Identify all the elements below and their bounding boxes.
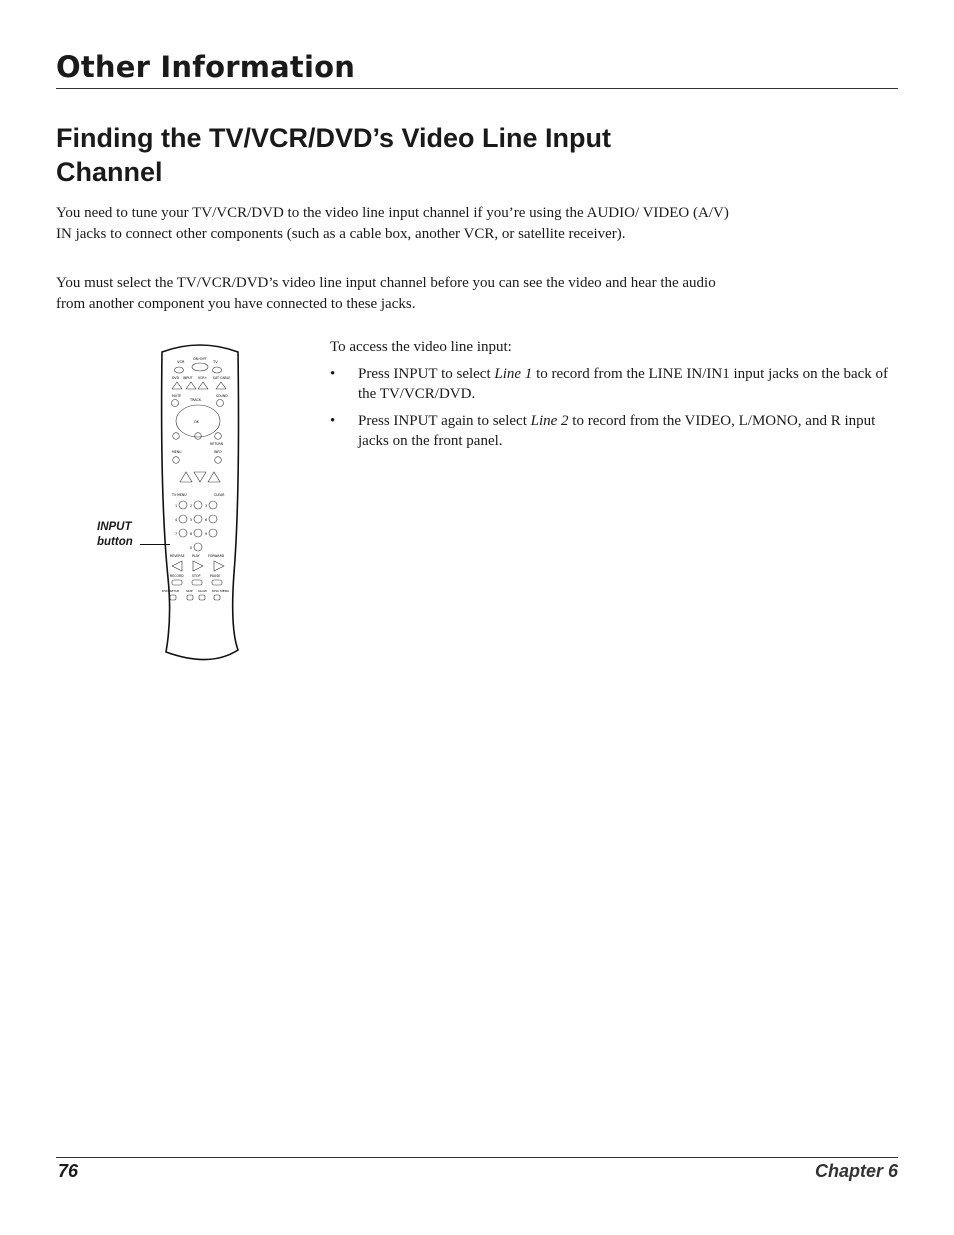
callout-leader-line [140, 544, 170, 545]
item-pre: Press INPUT again to select [358, 412, 531, 429]
remote-label-play: PLAY [192, 554, 200, 558]
page-number: 76 [58, 1161, 79, 1181]
remote-label-return: RETURN [210, 442, 224, 446]
remote-label-dvdsetup: DVD SETUP [162, 589, 180, 593]
remote-label-sound: SOUND [216, 394, 228, 398]
section-title: Other Information [56, 50, 356, 84]
remote-label-discmenu: DISC MENU [212, 589, 230, 593]
item-post: to record from the LINE IN/IN1 input jacks on the back of the TV/VCR/DVD. [358, 365, 889, 402]
page-heading: Finding the TV/VCR/DVD’s Video Line Input Channel [56, 123, 612, 187]
digit-6-label: 6 [205, 518, 208, 522]
second-paragraph: You must select the TV/VCR/DVD’s video line input channel before you can see the video and hear the audio from another component you have connected to these jacks. [56, 275, 716, 312]
remote-label-tv: TV [213, 360, 218, 364]
remote-label-input: INPUT [183, 376, 193, 380]
digit-2-label: 2 [190, 504, 193, 508]
remote-label-record: RECORD [170, 574, 184, 578]
remote-label-satcable: SAT·CABLE [213, 376, 231, 380]
header-rule [56, 88, 898, 89]
digit-7-label: 7 [175, 532, 178, 536]
item-pre: Press INPUT to select [358, 365, 495, 382]
remote-control-illustration [150, 338, 250, 663]
remote-label-menu: MENU [172, 450, 182, 454]
remote-label-mute: MUTE [172, 394, 182, 398]
list-item [330, 411, 890, 452]
digit-3-label: 3 [205, 504, 208, 508]
remote-label-skip: SKIP [186, 589, 193, 593]
remote-label-info: INFO [214, 450, 222, 454]
remote-body [162, 345, 239, 660]
remote-label-pause: PAUSE [210, 574, 221, 578]
remote-label-vcr: VCR [177, 360, 185, 364]
bullet-glyph: • [330, 412, 336, 429]
digit-8-label: 8 [190, 532, 193, 536]
remote-label-clear: CLEAR [214, 493, 225, 497]
digit-9-label: 9 [205, 532, 208, 536]
input-button-callout [97, 520, 133, 550]
remote-label-tvmenu: TV·MENU [172, 493, 187, 497]
item-emphasis: Line 2 [530, 412, 569, 429]
remote-label-forward: FORWARD [208, 554, 225, 558]
digit-4-label: 4 [175, 518, 178, 522]
digit-0-label: 0 [190, 546, 193, 550]
remote-label-ok: OK [194, 420, 199, 424]
chapter-label: Chapter 6 [814, 1161, 898, 1181]
digit-1-label: 1 [175, 504, 178, 508]
footer-rule [56, 1157, 898, 1158]
list-item [330, 364, 890, 405]
access-intro: To access the video line input: [330, 339, 512, 355]
intro-paragraph: You need to tune your TV/VCR/DVD to the video line input channel if you’re using the AUDIO/ VIDEO (A/V) IN jacks to connect other components (such as a cable box, another VCR, or satellite receiver). [56, 205, 729, 242]
bullet-glyph: • [330, 365, 336, 382]
item-post: to record from the VIDEO, L/MONO, and R input jacks on the front panel. [358, 412, 876, 449]
remote-label-slow: SLOW [198, 589, 207, 593]
remote-label-stop: STOP [192, 574, 201, 578]
callout-line2: button [97, 536, 133, 548]
instruction-list [330, 364, 890, 452]
remote-label-track: TRACK [190, 398, 202, 402]
item-emphasis: Line 1 [494, 365, 533, 382]
callout-line1: INPUT [97, 521, 132, 533]
remote-label-dvd: DVD [172, 376, 180, 380]
remote-label-vcrplus: VCR+ [198, 376, 208, 380]
remote-label-onoff: ON·OFF [193, 357, 207, 361]
remote-label-reverse: REVERSE [170, 554, 185, 558]
digit-5-label: 5 [190, 518, 193, 522]
instructions [330, 337, 890, 458]
